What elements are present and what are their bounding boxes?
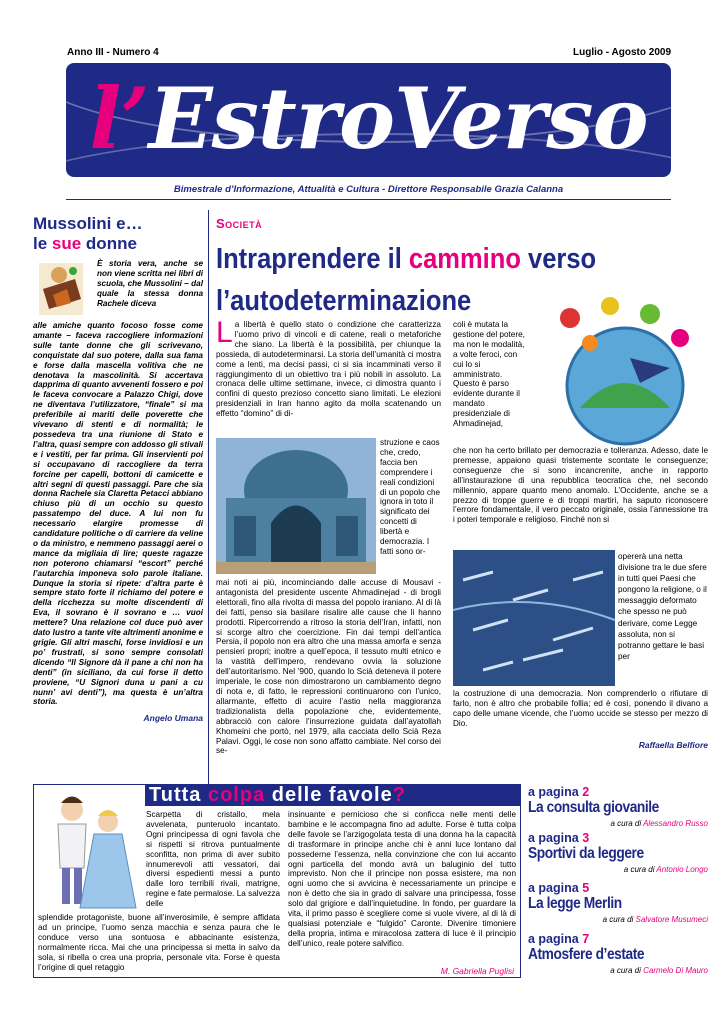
main-col2-mid: che non ha certo brillato per democrazia e tolleranza. Adesso, date le premesse, appaiono quasi tristemente scontate le conseguenze; conseguenze che si sono incancrenite, anche in rapporto all’instaurazione di una repubblica teocratica che, nel secondo millennio, appare quanto meno anomalo. L’Occidente, anche se a prezzo di troppe guerre e di troppi martiri, ha saputo riconoscere l’errore fondamentale, il vero peccato originale, ossia l’annessione tra i poteri temporale e religioso. Finché non si	[453, 446, 708, 525]
left-article-lead: È storia vera, anche se non viene scritta nei libri di scuola, che Mussolini – dal quale la stessa donna Rachele diceva	[97, 259, 204, 308]
divider	[66, 199, 671, 200]
favole-title: Tutta colpa delle favole?	[149, 784, 406, 806]
favole-col1-bottom: splendide protagoniste, buone all’inverosimile, è sempre affidata ad un principe, l’uomo senza macchia e senza paura che le conduce verso una sontuosa e abbacinante esistenza, normalmente ricca. Mai che una principessa si metta in salvo da sola, si ribella o crea una propria, personale vita. Forse è questa l’origine di quel retaggio	[38, 913, 280, 972]
main-col2-top: coli è mutata la gestione del potere, ma non le modalità, a volte feroci, con cui lo si amministrato. Questo è parso evidente durante il mandato presidenziale di Ahmadinejad,	[453, 320, 525, 429]
masthead-logo: l’EstroVerso	[89, 69, 648, 168]
masthead-banner	[66, 63, 671, 177]
issue-number: Anno III - Numero 4	[67, 47, 159, 58]
sidebar-item-page2[interactable]: a pagina 2 La consulta giovanile a cura di Alessandro Russo	[528, 785, 708, 828]
masthead-subtitle: Bimestrale d’Informazione, Attualità e Cultura - Direttore Responsabile Grazia Calanna	[173, 184, 564, 195]
left-article-title: Mussolini e…	[33, 214, 143, 233]
left-article-author: Angelo Umana	[143, 713, 203, 724]
sidebar-item-page5[interactable]: a pagina 5 La legge Merlin a cura di Salvatore Musumeci	[528, 881, 708, 924]
favole-col1-top: Scarpetta di cristallo, mela avvelenata, punteruolo incantato. Ogni principessa di ogni favola che si rispetti si ritrova puntualmente sconfitta, non prima di aver subito innumerevoli atti vessatori, dai diversi espedienti messi a punto dalle loro terribili rivali, matrigne, regine e fate permalose. La salvezza delle	[146, 810, 280, 909]
main-col1-top: a libertà è quello stato o condizione che caratterizza l’uomo privo di vincoli e di catene, reali o metaforiche che siano. La libertà è la possibilità, per chiunque la possieda, di autodeterminarsi. La storia dell’umanità ci mostra come a lenti, ma decisi passi, ci si sia incamminati verso il raggiungimento di un obiettivo tra i più nobili in assoluto. La cronaca delle ultime settimane, invece, ci dimostra quanto i confini di questo prezioso concetto siano limitati. Le elezioni presidenziali in Iran hanno agito da molla scatenando un effetto “domino” di di-	[216, 320, 441, 419]
main-article-title: Intraprendere il cammino verso l’autodeterminazione	[216, 243, 597, 317]
section-label: Società	[216, 216, 263, 231]
column-divider	[208, 210, 209, 805]
main-article-author: Raffaella Belfiore	[638, 740, 708, 750]
mussolini-caricature-image	[33, 259, 91, 319]
fantasy-globe-illustration	[530, 288, 708, 446]
main-col2-bottom: la costruzione di una democrazia. Non comprenderlo o rifiutare di farlo, non è altro che probabile follia; ed è così, ponendo il divano a capo delle umane vicende, che l’uomo uccide se stesso per mezzo di Dio.	[453, 689, 708, 728]
left-article-body: alle amiche quanto focoso fosse come amante – faceva raccogliere informazioni sulle tante donne che gli scrivevano, conquistate dal suo potere, dalla sua fama e forse dalla mascella volitiva che ne denotava la mascolinità. Si accertava dapprima di quanto avvenenti fossero e poi le faceva convocare a Palazzo Chigi, dove ne diventava l’utilizzatore, “finale” si ma preferibile ai mariti delle poverette che vivevano di stenti e di normalità; le possedeva tra una riunione di Stato e l’altra, quasi sempre con addosso gli stivali e i vestiti, per far prima. Gli inservienti poi si occupavano di raccogliere da terra forcine per capelli, bottoni di camicette e altri segni di questi passaggi. Pare che sia donna Rachele sia Claretta Petacci abbiano chiuso più di un occhio su questo passatempo del duce. A lui non fu necessario elargire promesse di candidature politiche o di carriere da veline o da ministro, e nemmeno passaggi aerei o mance da migliaia di lire; queste ragazze non poterono chiamarsi “escort” perché l’autarchia imponeva solo parole italiane. Dunque la storia si ripete: d’altra parte è sempre stato forte il richiamo del potere e della ricchezza su molte discendenti di Eva, il sovrano è il sovrano e … vuoi mettere? Una relazione col duce può aver dato lustro a tante vite altrimenti anonime e grigie. Gli altri maschi, forse invidiosi e un po’ frustrati, si sono sempre consolati dicendo “Il Signore dà il pane a chi non ha denti” (in siciliano, da cui forse il detto proviene, “U Signori duna u pani a cu nunn’ avi denti”), ma questa è un’altra storia.	[33, 321, 203, 707]
cinderella-prince-illustration	[36, 788, 140, 910]
sidebar-item-page7[interactable]: a pagina 7 Atmosfere d’estate a cura di Carmelo Di Mauro	[528, 932, 708, 975]
mosque-photo	[216, 438, 376, 574]
left-article: Mussolini e… le sue donne È storia vera, anche se non viene scritta nei libri di scuola, che Mussolini – dal quale la stessa donna Rachele diceva alle amiche quanto focoso fosse come amante – faceva raccogliere informazioni sulle tante donne che gli scrivevano, conquistate dal suo potere, dalla sua fama e forse dalla mascella volitiva che ne denotava la mascolinità. Si accertava dapprima di quanto avvenenti fossero e poi le faceva convocare a Palazzo Chigi, dove ne diventava l’utilizzatore, “finale” si ma preferibile ai mariti delle poverette che vivevano di stenti e di normalità; le possedeva tra una riunione di Stato e l’altra, quasi sempre con addosso gli stivali e i vestiti, per far prima. Gli inservienti poi si occupavano di raccogliere da terra forcine per capelli, bottoni di camicette e altri segni di questi passaggi. Pare che sia donna Rachele sia Claretta Petacci abbiano chiuso più di un occhio su questo passatempo del duce. A lui non fu necessario elargire promesse di candidature politiche o di carriere da veline o da ministro, e nemmeno passaggi aerei o mance da migliaia di lire; queste ragazze non poterono chiamarsi “escort” perché l’autarchia imponeva solo parole italiane. Dunque la storia si ripete: d’altra parte è sempre stato forte il richiamo del potere e della ricchezza su molte discendenti di Eva, il sovrano è il sovrano e … vuoi mettere? Una relazione col duce può aver dato lustro a tante vite altrimenti anonime e grigie. Gli altri maschi, forse invidiosi e un po’ frustrati, si sono sempre consolati dicendo “Il Signore dà il pane a chi non ha denti” (in siciliano, da cui forse il detto proviene, “U Signori duna u pani a cu nunn’ avi denti”), ma questa è un’altra storia. Angelo Umana	[33, 214, 204, 724]
favole-col2: insinuante e pernicioso che si conficca nelle menti delle bambine e le accompagna fino ad adulte. Forse è tutta colpa delle favole se l’arzigogolata testa di una donna ha la capacità di trasformare in principe anche chi è anni luce lontano dal possederne l’essenza, nella convinzione che con lui accanto ogni particella del mondo avrà un baluginio del tutto imprevisto. Non che il principe non possa esistere, ma non ogni uomo che si avvicina è necessariamente un principe e non è detto che sia in grado di salvare una principessa, fosse solo dal grigiore e dall’inquietudine. In fondo, per guardare la vita, il primo passo è scegliere come si vuole vivere, al di là di qualsiasi potenziale e “fulgido” Caronte. Divenire timoniere della propria, intima e miracolosa zattera di luce è il principio dell’unico, reale potere salvifico.	[288, 810, 516, 948]
sidebar-item-page3[interactable]: a pagina 3 Sportivi da leggere a cura di Antonio Longo	[528, 831, 708, 874]
issue-date: Luglio - Agosto 2009	[573, 47, 671, 58]
favole-author: M. Gabriella Puglisi	[440, 966, 514, 976]
main-col1: La libertà è quello stato o condizione che caratterizza l’uomo privo di vincoli e di catene, reali o metaforiche che siano. La libertà è la possibilità, per chiunque la possieda, di autodeterminarsi. La storia dell’umanità ci mostra come a lenti, ma decisi passi, ci si sia incamminati verso il raggiungimento di un obiettivo tra i più nobili in assoluto. La cronaca delle ultime settimane, invece, ci dimostra quanto i confini di questo prezioso concetto siano limitati. Le elezioni presidenziali in Iran hanno agito da molla scatenando un effetto “domino” di di-	[216, 316, 441, 419]
fish-swarm-photo	[453, 550, 615, 686]
main-col1-bottom: mai noti ai più, incominciando dalle accuse di Mousavi - antagonista del presidente uscente Ahmadinejad - di brogli elettorali, fino alla rivolta di massa del popolo iraniano. Al di là dei fatti, penso sia basilare risalire alle cause che li hanno prodotti. Ripercorrendo a ritroso la storia dell’Iran, infatti, non si scorge altro che coercizione. Fin dai tempi dell’antica Persia, il popolo non era altro che una massa amorfa e senza pensieri propri; inoltre a quell’epoca, il tessuto multi etnico e la vastità dell’impero, rendevano ovvia la soluzione dell’autoritarismo. Nel ’900, quando lo Scià deteneva il potere imperiale, le cose non dimostrarono un cambiamento degno di nota e, di fatto, le repressioni continuarono con l’unico, allarmante, effetto di acuire l’astio nella maggioranza tradizionalista della popolazione che, evidentemente, abbracciò con calore l’insurrezione guidata dall’ayatollah Khomeini che portò, nel 1979, alla cacciata dello Scià Reza Palavi. Oggi, le cose non sono affatto cambiate. Nel corso dei se-	[216, 578, 441, 756]
main-col1-side: struzione e caos che, credo, faccia ben comprendere i reali condizioni di un popolo che ignora in toto il significato dei concetti di libertà e democrazia. I fatti sono or-	[380, 438, 441, 556]
main-col2-side: opererà una netta divisione tra le due sfere in tutti quei Paesi che pongono la religione, o il messaggio deformato che spesso ne può derivare, come Legge assoluta, non si potranno gettare le basi per	[618, 552, 707, 661]
